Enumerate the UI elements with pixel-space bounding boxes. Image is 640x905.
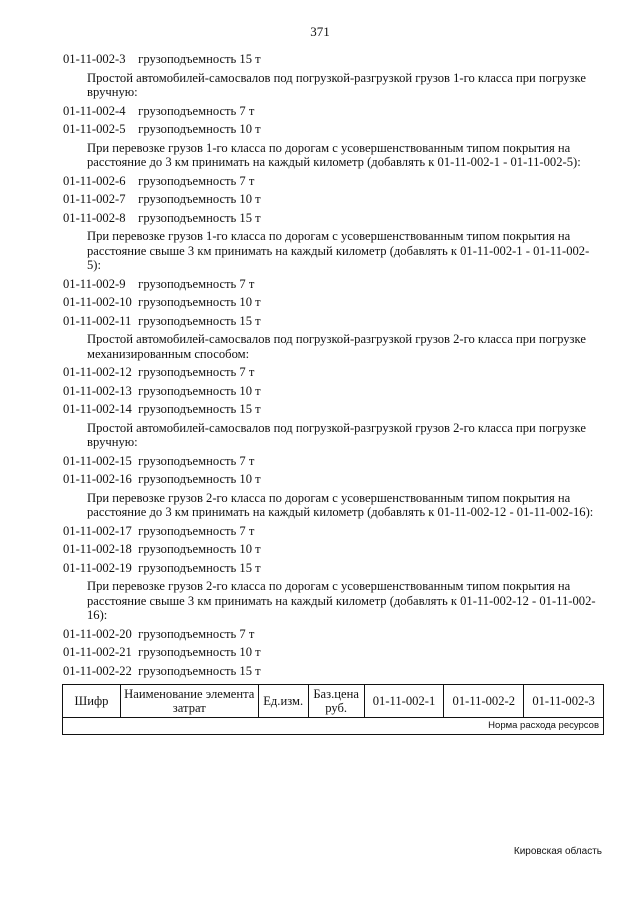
entry-code: 01-11-002-11: [63, 313, 132, 328]
resource-table: [62, 684, 604, 735]
header-col-01-11-002-1: 01-11-002-1: [364, 685, 444, 718]
entry-code: 01-11-002-17: [63, 523, 132, 538]
section-description: Простой автомобилей-самосвалов под погрузкой-разгрузкой грузов 2-го класса при погрузке вручную:: [87, 420, 586, 449]
entry-code: 01-11-002-22: [63, 663, 132, 678]
entry-text: грузоподъемность 10 т: [138, 645, 261, 659]
entry-code: 01-11-002-7: [63, 192, 126, 206]
header-col-01-11-002-2: 01-11-002-2: [444, 685, 524, 718]
list-item: [63, 211, 603, 226]
table-header-row: [63, 685, 604, 718]
list-item: [63, 561, 603, 576]
entry-text: грузоподъемность 7 т: [138, 103, 255, 118]
entry-text: грузоподъемность 10 т: [138, 122, 261, 136]
entry-text: грузоподъемность 7 т: [138, 173, 255, 188]
section-description: При перевозке грузов 2-го класса по дорогам с усовершенствованным типом покрытия на расстояние до 3 км принимать на каждый километр (добавлять к 01-11-002-12 - 01-11-002-16):: [87, 490, 594, 519]
list-item: [63, 52, 603, 67]
entry-text: грузоподъемность 7 т: [138, 365, 255, 379]
header-unit: Ед.изм.: [258, 685, 308, 718]
entry-text: грузоподъемность 10 т: [138, 383, 261, 398]
header-code: Шифр: [63, 685, 121, 718]
section-description: При перевозке грузов 1-го класса по дорогам с усовершенствованным типом покрытия на расстояние свыше 3 км принимать на каждый километр (добавлять к 01-11-002-1 - 01-11-002-5):: [87, 229, 590, 272]
entry-text: грузоподъемность 7 т: [138, 453, 255, 468]
list-item: [63, 384, 603, 399]
entry-text: грузоподъемность 7 т: [138, 626, 255, 641]
entry-code: 01-11-002-3: [63, 52, 126, 66]
list-item: [63, 122, 603, 137]
entry-text: грузоподъемность 10 т: [138, 542, 261, 556]
entry-code: 01-11-002-15: [63, 453, 132, 468]
entry-code: 01-11-002-18: [63, 542, 132, 556]
entry-text: грузоподъемность 15 т: [138, 210, 261, 225]
list-item: [63, 454, 603, 469]
header-col-01-11-002-3: 01-11-002-3: [524, 685, 604, 718]
entry-code: 01-11-002-13: [63, 383, 132, 398]
header-base-price: Баз.цена руб.: [308, 685, 364, 718]
entry-code: 01-11-002-9: [63, 276, 126, 291]
entry-code: 01-11-002-16: [63, 472, 132, 486]
entry-text: грузоподъемность 15 т: [138, 560, 261, 575]
list-item: [63, 472, 603, 487]
entry-code: 01-11-002-6: [63, 173, 126, 188]
footer-region: Кировская область: [513, 846, 602, 857]
list-item: [63, 664, 603, 679]
entry-code: 01-11-002-8: [63, 210, 126, 225]
entry-text: грузоподъемность 15 т: [138, 663, 261, 678]
list-item: [63, 295, 603, 310]
list-item: [63, 542, 603, 557]
list-item: [63, 402, 603, 417]
norm-label: Норма расхода ресурсов: [63, 718, 604, 735]
header-cost-element: Наименование элемента затрат: [120, 685, 258, 718]
entry-text: грузоподъемность 10 т: [138, 472, 261, 486]
document-body: [63, 52, 603, 682]
entry-text: грузоподъемность 15 т: [138, 313, 261, 328]
list-item: [63, 277, 603, 292]
page-number: 371: [310, 24, 330, 39]
list-item: [63, 524, 603, 539]
section-description: При перевозке грузов 2-го класса по дорогам с усовершенствованным типом покрытия на расстояние свыше 3 км принимать на каждый километр (добавлять к 01-11-002-12 - 01-11-002-16):: [87, 579, 596, 622]
section-description: Простой автомобилей-самосвалов под погрузкой-разгрузкой грузов 1-го класса при погрузке вручную:: [87, 70, 586, 99]
list-item: [63, 314, 603, 329]
entry-code: 01-11-002-14: [63, 402, 132, 416]
entry-text: грузоподъемность 15 т: [138, 52, 261, 66]
list-item: [63, 104, 603, 119]
entry-code: 01-11-002-12: [63, 365, 132, 379]
section-description: При перевозке грузов 1-го класса по дорогам с усовершенствованным типом покрытия на расстояние до 3 км принимать на каждый километр (добавлять к 01-11-002-1 - 01-11-002-5):: [87, 140, 581, 169]
section-description: Простой автомобилей-самосвалов под погрузкой-разгрузкой грузов 2-го класса при погрузке механизированным способом:: [87, 332, 586, 361]
list-item: [63, 192, 603, 207]
list-item: [63, 174, 603, 189]
entry-text: грузоподъемность 15 т: [138, 402, 261, 416]
entry-code: 01-11-002-10: [63, 295, 132, 309]
table-row: [63, 718, 604, 735]
list-item: [63, 365, 603, 380]
entry-code: 01-11-002-21: [63, 645, 132, 659]
entry-text: грузоподъемность 7 т: [138, 276, 255, 291]
entry-code: 01-11-002-20: [63, 626, 132, 641]
entry-code: 01-11-002-5: [63, 122, 126, 136]
entry-text: грузоподъемность 10 т: [138, 295, 261, 309]
list-item: [63, 627, 603, 642]
entry-text: грузоподъемность 10 т: [138, 192, 261, 206]
entry-code: 01-11-002-4: [63, 103, 126, 118]
list-item: [63, 645, 603, 660]
entry-text: грузоподъемность 7 т: [138, 523, 255, 538]
entry-code: 01-11-002-19: [63, 560, 132, 575]
